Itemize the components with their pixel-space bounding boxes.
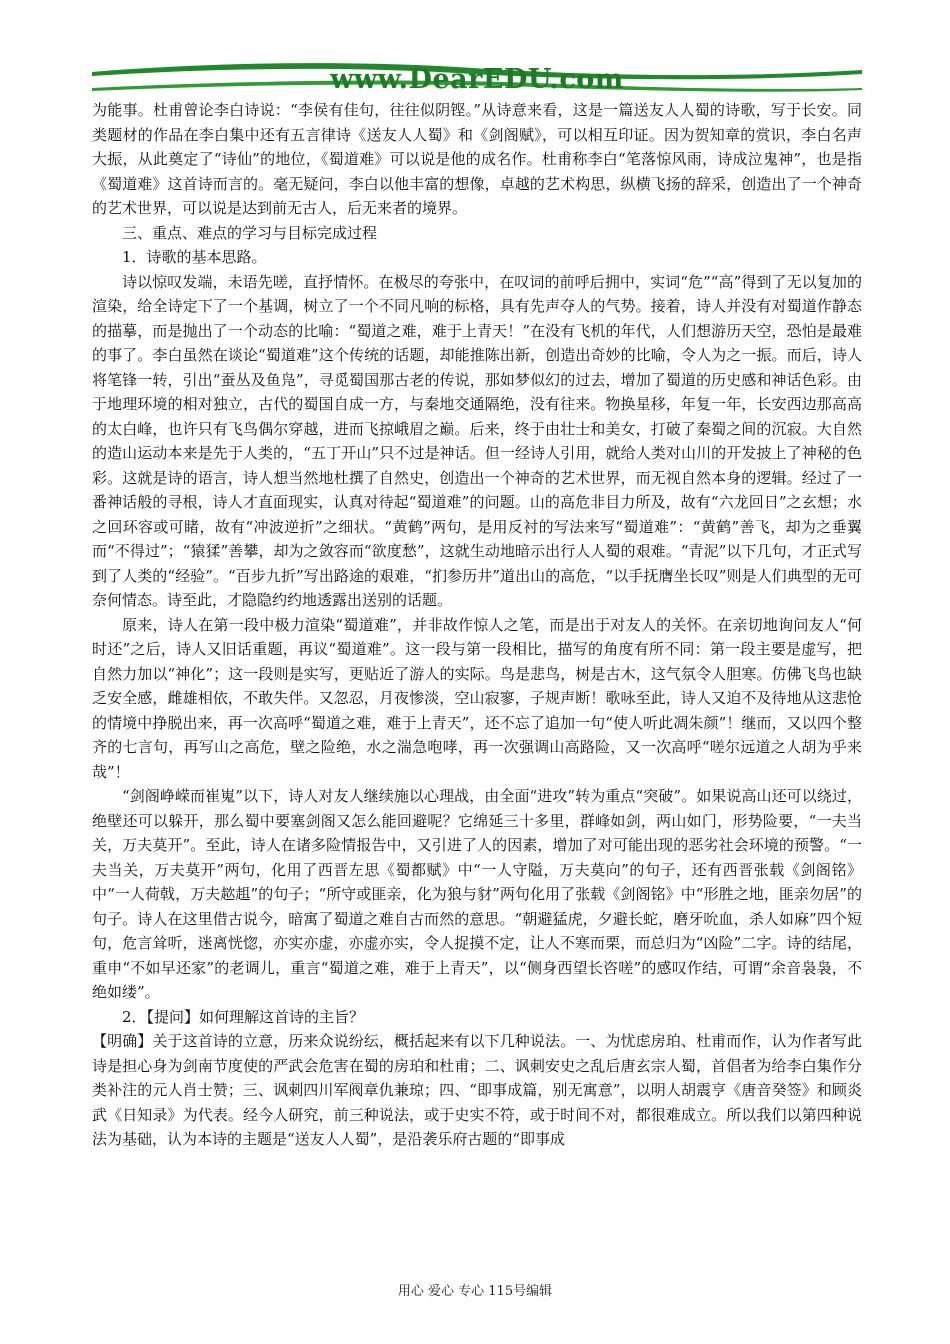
paragraph-analysis-1: 诗以惊叹发端，未语先嗟，直抒情怀。在极尽的夸张中，在叹词的前呼后拥中，实词“危”“高”得到了无以复加的渲染，给全诗定下了一个基调，树立了一个不同凡响的标格，具有先声夺人的气势。接着，诗人并没有对蜀道作静态的描摹，而是抛出了一个动态的比喻：“蜀道之难，难于上青天！”在没有飞机的年代，人们想游历天空，恐怕是最难的事了。李白虽然在谈论“蜀道难”这个传统的话题，却能推陈出新，创造出奇妙的比喻，令人为之一振。而后，诗人将笔锋一转，引出“蚕丛及鱼凫”，寻觅蜀国那古老的传说，那如梦似幻的过去，增加了蜀道的历史感和神话色彩。由于地理环境的相对独立，古代的蜀国自成一方，与秦地交通隔绝，没有往来。物换星移，年复一年，长安西边那高高的太白峰，也许只有飞鸟偶尔穿越，进而飞掠峨眉之巅。后来，终于由壮士和美女，打破了秦蜀之间的沉寂。大自然的造山运动本来是先于人类的，“五丁开山”只不过是神话。但一经诗人引用，就给人类对山川的开发披上了神秘的色彩。这就是诗的语言，诗人想当然地杜撰了自然史，创造出一个神奇的艺术世界，而无视自然本身的逻辑。经过了一番神话般的寻根，诗人才直面现实，认真对待起“蜀道难”的问题。山的高危非目力所及，故有“六龙回日”之玄想；水之回环容或可睹，故有“冲波逆折”之细状。“黄鹤”两句，是用反衬的写法来写“蜀道难”：“黄鹤”善飞，却为之垂翼而“不得过”；“猿猱”善攀，却为之敛容而“欲度愁”，这就生动地暗示出行人人蜀的艰难。“青泥”以下几句，才正式写到了人类的“经验”。“百步九折”写出路途的艰难，“扪参历井”道出山的高危，“以手抚膺坐长叹”则是人们典型的无可奈何情态。诗至此，才隐隐约约地透露出送别的话题。 xyxy=(92,272,862,609)
subsection-heading: 1．诗歌的基本思路。 xyxy=(122,248,267,266)
question-heading: 2．【提问】如何理解这首诗的主旨？ xyxy=(122,1007,365,1026)
paragraph-analysis-2: 原来，诗人在第一段中极力渲染“蜀道难”，并非故作惊人之笔，而是出于对友人的关怀。在亲切地询问友人“何时还”之后，诗人又旧话重题，再议“蜀道难”。这一段与第一段相比，描写的角度有所不同：第一段主要是虚写，把自然力加以“神化”；这一段则是实写，更贴近了游人的实际。鸟是悲鸟，树是古木，这气氛令人胆寒。仿佛飞鸟也缺乏安全感，雌雄相依，不敢失伴。又忽忍，月夜惨淡，空山寂寥，子规声断！歌咏至此，诗人又迫不及待地从这悲怆的情境中挣脱出来，再一次高呼“蜀道之难，难于上青天”，还不忘了追加一句“使人听此凋朱颜”！继而，又以四个整齐的七言句，再写山之高危，壁之险绝，水之湍急咆哮，再一次强调山高路险，又一次高呼“嗟尔远道之人胡为乎来哉”！ xyxy=(92,615,862,781)
document-body xyxy=(92,98,862,1152)
section-heading: 三、重点、难点的学习与目标完成过程 xyxy=(122,223,378,242)
paragraph-analysis-3: “剑阁峥嵘而崔嵬”以下，诗人对友人继续施以心理战，由全面“进攻”转为重点“突破”。如果说高山还可以绕过，绝壁还可以躲开，那么蜀中要塞剑阁又怎么能回避呢？它绵延三十多里，群峰如剑，两山如门，形势险要，“一夫当关，万夫莫开”。至此，诗人在诸多险情报告中，又引进了人的因素，增加了对可能出现的恶劣社会环境的预警。“一夫当关，万夫莫开”两句，化用了西晋左思《蜀都赋》中“一人守隘，万夫莫向”的句子，还有西晋张载《剑阁铭》中“一人荷戟，万夫趑趄”的句子；“所守或匪亲，化为狼与豺”两句化用了张载《剑阁铭》中“形胜之地，匪亲勿居”的句子。诗人在这里借古说今，暗寓了蜀道之难自古而然的意思。“朝避猛虎，夕避长蛇，磨牙吮血，杀人如麻”四个短句，危言耸听，迷离恍惚，亦实亦虚，亦虚亦实，令人捉摸不定，让人不寒而栗，而总归为“凶险”二字。诗的结尾，重申“不如早还家”的老调儿，重言“蜀道之难，难于上青天”，以“侧身西望长咨嗟”的感叹作结，可谓“余音袅袅，不绝如缕”。 xyxy=(92,787,862,1001)
page-footer: 用心 爱心 专心 115号编辑 xyxy=(397,1284,553,1299)
paragraph-answer: 【明确】关于这首诗的立意，历来众说纷纭，概括起来有以下几种说法。一、为忧虑房珀、杜甫而作，认为作者写此诗是担心身为剑南节度使的严武会危害在蜀的房珀和杜甫；二、讽刺安史之乱后唐玄宗人蜀，首倡者为给李白集作分类补注的元人肖士赞；三、讽刺四川军阀章仇兼琼；四、“即事成篇，别无寓意”，以明人胡震亨《唐音癸签》和顾炎武《日知录》为代表。经今人研究，前三种说法，或于史实不符，或于时间不对，都很难成立。所以我们以第四种说法为基础，认为本诗的主题是“送友人人蜀”，是沿袭乐府古题的“即事成 xyxy=(92,1032,862,1148)
paragraph-intro-continued: 为能事。杜甫曾论李白诗说：“李侯有佳句，往往似阴铿。”从诗意来看，这是一篇送友人人蜀的诗歌，写于长安。同类题材的作品在李白集中还有五言律诗《送友人人蜀》和《剑阁赋》，可以相互印证。因为贺知章的赏识，李白名声大振，从此奠定了“诗仙”的地位，《蜀道难》可以说是他的成名作。杜甫称李白“笔落惊风雨，诗成泣鬼神”，也是指《蜀道难》这首诗而言的。毫无疑问，李白以他丰富的想像，卓越的艺术构思，纵横飞扬的辞采，创造出了一个神奇的艺术世界，可以说是达到前无古人，后无来者的境界。 xyxy=(92,101,862,217)
site-logo[interactable]: www.DearEDU.com xyxy=(330,64,624,95)
site-header xyxy=(92,58,862,102)
